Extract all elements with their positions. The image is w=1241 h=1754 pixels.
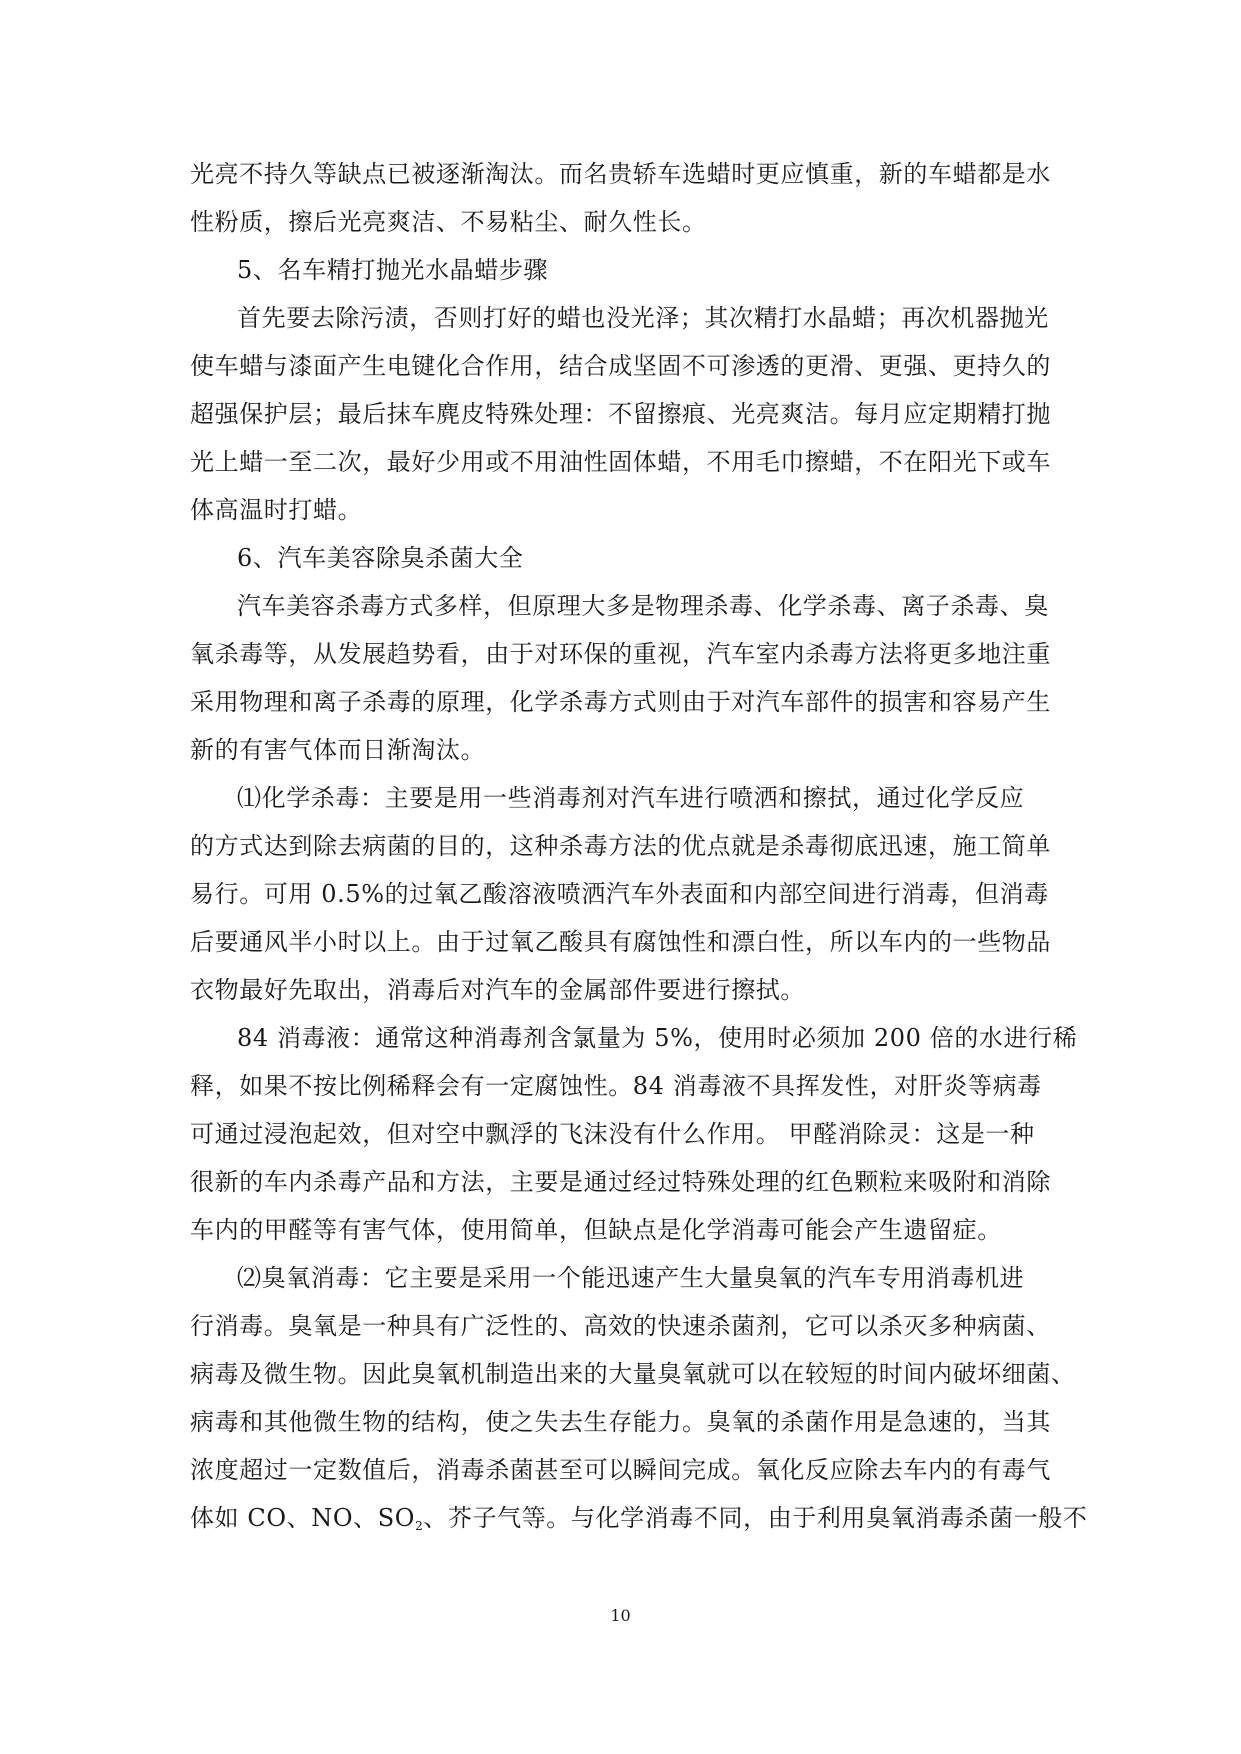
text-line: 84 消毒液：通常这种消毒剂含氯量为 5%，使用时必须加 200 倍的水进行稀 (237, 1024, 1078, 1052)
text-line: 后要通风半小时以上。由于过氧乙酸具有腐蚀性和漂白性，所以车内的一些物品 (190, 928, 1051, 956)
page-body (190, 150, 1088, 1542)
paragraph (190, 774, 1060, 1014)
text-line: 病毒和其他微生物的结构，使之失去生存能力。臭氧的杀菌作用是急速的，当其 (190, 1408, 1051, 1436)
text-line: 采用物理和离子杀毒的原理，化学杀毒方式则由于对汽车部件的损害和容易产生 (190, 688, 1051, 716)
text-line: 释，如果不按比例稀释会有一定腐蚀性。84 消毒液不具挥发性，对肝炎等病毒 (190, 1072, 1042, 1100)
text-segment: 、芥子气等。与化学消毒不同，由于利用臭氧消毒杀菌一般不 (423, 1504, 1088, 1532)
text-line: 衣物最好先取出，消毒后对汽车的金属部件要进行擦拭。 (190, 976, 805, 1004)
paragraph (190, 1254, 1088, 1542)
subscript: 2 (415, 1519, 424, 1533)
text-line: 性粉质，擦后光亮爽洁、不易粘尘、耐久性长。 (190, 208, 707, 236)
text-line: ⑵臭氧消毒：它主要是采用一个能迅速产生大量臭氧的汽车专用消毒机进 (237, 1264, 1025, 1292)
text-line: 易行。可用 0.5%的过氧乙酸溶液喷洒汽车外表面和内部空间进行消毒，但消毒 (190, 880, 1049, 908)
text-line: 超强保护层；最后抹车麂皮特殊处理：不留擦痕、光亮爽洁。每月应定期精打抛 (190, 400, 1051, 428)
text-line: 可通过浸泡起效，但对空中飘浮的飞沫没有什么作用。 甲醛消除灵：这是一种 (190, 1120, 1035, 1148)
text-line: 氧杀毒等，从发展趋势看，由于对环保的重视，汽车室内杀毒方法将更多地注重 (190, 640, 1051, 668)
text-line: 车内的甲醛等有害气体，使用简单，但缺点是化学消毒可能会产生遗留症。 (190, 1216, 1002, 1244)
section-heading (190, 534, 1060, 582)
text-line: 很新的车内杀毒产品和方法，主要是通过经过特殊处理的红色颗粒来吸附和消除 (190, 1168, 1051, 1196)
paragraph (190, 1014, 1078, 1254)
text-line: 病毒及微生物。因此臭氧机制造出来的大量臭氧就可以在较短的时间内破坏细菌、 (190, 1360, 1076, 1388)
text-line: 光亮不持久等缺点已被逐渐淘汰。而名贵轿车选蜡时更应慎重，新的车蜡都是水 (190, 160, 1051, 188)
text-line (190, 1494, 1088, 1542)
page-number: 10 (610, 1606, 631, 1625)
text-line: 体高温时打蜡。 (190, 496, 363, 524)
text-line: 行消毒。臭氧是一种具有广泛性的、高效的快速杀菌剂，它可以杀灭多种病菌、 (190, 1312, 1051, 1340)
section-heading (190, 246, 1060, 294)
text-segment: 体如 CO、NO、SO (190, 1504, 416, 1532)
text-line: 首先要去除污渍，否则打好的蜡也没光泽；其次精打水晶蜡；再次机器抛光 (237, 304, 1049, 332)
paragraph (190, 294, 1060, 534)
section-heading-text: 6、汽车美容除臭杀菌大全 (237, 544, 524, 572)
text-line: 使车蜡与漆面产生电键化合作用，结合成坚固不可渗透的更滑、更强、更持久的 (190, 352, 1051, 380)
paragraph (190, 150, 1060, 246)
text-line: 浓度超过一定数值后，消毒杀菌甚至可以瞬间完成。氧化反应除去车内的有毒气 (190, 1456, 1051, 1484)
text-line: 新的有害气体而日渐淘汰。 (190, 736, 486, 764)
paragraph (190, 582, 1060, 774)
text-line: 光上蜡一至二次，最好少用或不用油性固体蜡，不用毛巾擦蜡，不在阳光下或车 (190, 448, 1051, 476)
section-heading-text: 5、名车精打抛光水晶蜡步骤 (237, 256, 549, 284)
text-line: ⑴化学杀毒：主要是用一些消毒剂对汽车进行喷洒和擦拭，通过化学反应 (237, 784, 1025, 812)
text-line: 汽车美容杀毒方式多样，但原理大多是物理杀毒、化学杀毒、离子杀毒、臭 (237, 592, 1049, 620)
text-line: 的方式达到除去病菌的目的，这种杀毒方法的优点就是杀毒彻底迅速，施工简单 (190, 832, 1051, 860)
